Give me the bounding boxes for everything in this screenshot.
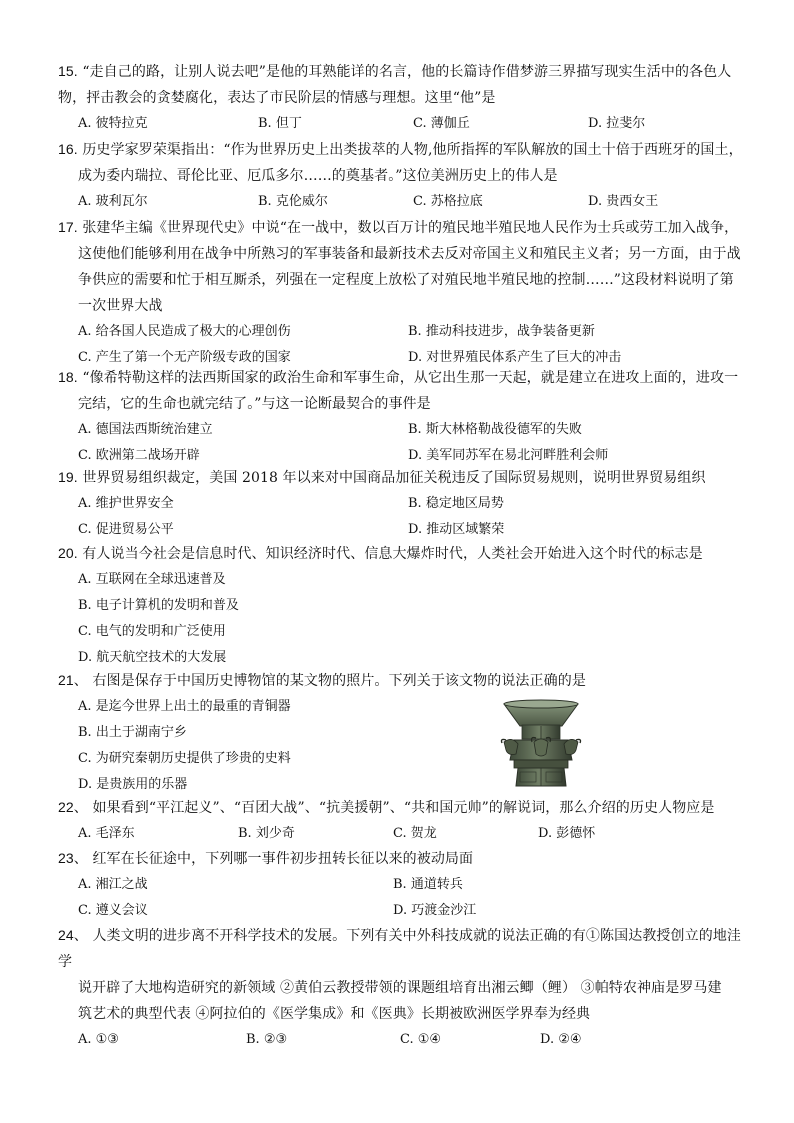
stem-line: 人类文明的进步离不开科学技术的发展。下列有关中外科技成就的说法正确的有①陈国达教授创立的地洼学 — [58, 928, 742, 970]
option-a[interactable]: A. 是迄今世界上出土的最重的青铜器 — [78, 699, 291, 714]
option-b[interactable]: B. 电子计算机的发明和普及 — [78, 598, 239, 613]
option-c[interactable]: C. 欧洲第二战场开辟 — [78, 448, 200, 463]
option-a[interactable]: A. 给各国人民造成了极大的心理创伤 — [78, 324, 291, 339]
stem-line: 世界贸易组织裁定，美国 2018 年以来对中国商品加征关税违反了国际贸易规则，说明世界贸易组织 — [82, 470, 706, 486]
option-d[interactable]: D. 美军同苏军在易北河畔胜利会师 — [408, 448, 609, 463]
option-b[interactable]: B. 刘少奇 — [238, 826, 295, 841]
stem-line: “像希特勒这样的法西斯国家的政治生命和军事生命，从它出生那一天起，就是建立在进攻上面的，进攻一 — [82, 370, 739, 386]
options-row — [58, 111, 748, 137]
question-number: 24、 — [58, 927, 88, 943]
stem-line: 张建华主编《世界现代史》中说“在一战中，数以百万计的殖民地半殖民地人民作为士兵或劳工加入战争， — [82, 220, 739, 236]
question-stem — [58, 667, 748, 694]
option-a[interactable]: A. 彼特拉克 — [78, 116, 148, 131]
question-stem — [58, 136, 748, 163]
question-stem — [58, 845, 748, 872]
option-c[interactable]: C. 遵义会议 — [78, 903, 148, 918]
options-row — [58, 319, 748, 345]
bronze-vessel-image — [500, 696, 582, 790]
option-a[interactable]: A. ①③ — [78, 1032, 119, 1047]
question-stem — [58, 58, 748, 85]
question-20 — [58, 540, 748, 671]
options-row — [58, 189, 748, 215]
option-a[interactable]: A. 互联网在全球迅速普及 — [78, 572, 226, 587]
stem-line: 一次世界大战 — [78, 298, 163, 314]
question-number: 18. — [58, 369, 78, 385]
option-b[interactable]: B. 推动科技进步，战争装备更新 — [408, 324, 595, 339]
option-b[interactable]: B. 但丁 — [258, 116, 302, 131]
stem-line: 成为委内瑞拉、哥伦比亚、厄瓜多尔……的奠基者。”这位美洲历史上的伟人是 — [78, 168, 558, 184]
options-row — [58, 872, 748, 898]
question-23 — [58, 845, 748, 924]
question-stem — [58, 364, 748, 391]
option-c[interactable]: C. 贺龙 — [393, 826, 437, 841]
stem-line: 说开辟了大地构造研究的新领域 ②黄伯云教授带领的课题组培育出湘云鲫（鲤） ③帕特农神庙是罗马建 — [78, 980, 722, 996]
option-b[interactable]: B. 克伦威尔 — [258, 194, 328, 209]
option-c[interactable]: C. 为研究秦朝历史提供了珍贵的史料 — [78, 751, 291, 766]
option-d[interactable]: D. 航天航空技术的大发展 — [78, 650, 227, 665]
question-number: 17. — [58, 219, 78, 235]
stem-line: 如果看到“平江起义”、“百团大战”、“抗美援朝”、“共和国元帅”的解说词，那么介绍的历史人物应是 — [92, 800, 715, 816]
question-number: 22、 — [58, 799, 88, 815]
question-stem — [58, 922, 748, 975]
options-row — [58, 898, 748, 924]
question-number: 16. — [58, 141, 78, 157]
stem-line: 历史学家罗荣渠指出：“作为世界历史上出类拔萃的人物,他所指挥的军队解放的国土十倍于西班牙的国土， — [82, 142, 743, 158]
option-d[interactable]: D. 拉斐尔 — [588, 116, 646, 131]
option-c[interactable]: C. 电气的发明和广泛使用 — [78, 624, 226, 639]
bronze-vessel-icon — [500, 696, 582, 790]
question-22 — [58, 794, 748, 847]
option-b[interactable]: B. 出土于湖南宁乡 — [78, 725, 187, 740]
option-c[interactable]: C. ①④ — [400, 1032, 442, 1047]
option-d[interactable]: D. 推动区域繁荣 — [408, 522, 505, 537]
stem-line: “走自己的路，让别人说去吧”是他的耳熟能详的名言，他的长篇诗作借梦游三界描写现实生活中的各色人 — [82, 64, 732, 80]
question-24 — [58, 922, 748, 1053]
question-number: 20. — [58, 545, 78, 561]
question-21 — [58, 667, 748, 798]
question-17 — [58, 214, 748, 371]
question-stem — [58, 540, 748, 567]
option-b[interactable]: B. 通道转兵 — [393, 877, 463, 892]
options-row — [58, 491, 748, 517]
option-c[interactable]: C. 促进贸易公平 — [78, 522, 174, 537]
option-d[interactable]: D. ②④ — [540, 1032, 582, 1047]
question-number: 21、 — [58, 672, 88, 688]
option-d[interactable]: D. 是贵族用的乐器 — [78, 777, 188, 792]
option-a[interactable]: A. 维护世界安全 — [78, 496, 174, 511]
question-stem — [58, 214, 748, 241]
stem-line: 物，抨击教会的贪婪腐化，表达了市民阶层的情感与理想。这里“他”是 — [58, 90, 496, 106]
stem-line: 完结，它的生命也就完结了。”与这一论断最契合的事件是 — [78, 396, 431, 412]
stem-line: 右图是保存于中国历史博物馆的某文物的照片。下列关于该文物的说法正确的是 — [92, 673, 586, 689]
stem-line: 有人说当今社会是信息时代、知识经济时代、信息大爆炸时代，人类社会开始进入这个时代的标志是 — [82, 546, 703, 562]
option-a[interactable]: A. 湘江之战 — [78, 877, 148, 892]
option-c[interactable]: C. 薄伽丘 — [413, 116, 470, 131]
question-stem — [58, 464, 748, 491]
option-d[interactable]: D. 贵西女王 — [588, 194, 659, 209]
question-18 — [58, 364, 748, 469]
stem-line: 这使他们能够利用在战争中所熟习的军事装备和最新技术去反对帝国主义和殖民主义者；另一方面，由于战 — [78, 246, 741, 262]
option-a[interactable]: A. 玻利瓦尔 — [78, 194, 148, 209]
question-19 — [58, 464, 748, 543]
option-a[interactable]: A. 德国法西斯统治建立 — [78, 422, 213, 437]
option-b[interactable]: B. 斯大林格勒战役德军的失败 — [408, 422, 582, 437]
question-stem — [58, 794, 748, 821]
question-number: 19. — [58, 469, 78, 485]
options-row — [58, 1027, 748, 1053]
question-15 — [58, 58, 748, 137]
options-row — [58, 821, 748, 847]
option-b[interactable]: B. 稳定地区局势 — [408, 496, 504, 511]
option-b[interactable]: B. ②③ — [246, 1032, 288, 1047]
stem-line: 争供应的需要和忙于相互厮杀，列强在一定程度上放松了对殖民地半殖民地的控制……”这段材料说明了第 — [78, 272, 734, 288]
question-number: 23、 — [58, 850, 88, 866]
option-c[interactable]: C. 产生了第一个无产阶级专政的国家 — [78, 350, 291, 365]
stem-line: 筑艺术的典型代表 ④阿拉伯的《医学集成》和《医典》长期被欧洲医学界奉为经典 — [78, 1006, 591, 1022]
option-d[interactable]: D. 对世界殖民体系产生了巨大的冲击 — [408, 350, 622, 365]
option-d[interactable]: D. 巧渡金沙江 — [393, 903, 477, 918]
question-16 — [58, 136, 748, 215]
options-row — [58, 417, 748, 443]
option-c[interactable]: C. 苏格拉底 — [413, 194, 483, 209]
option-a[interactable]: A. 毛泽东 — [78, 826, 135, 841]
option-d[interactable]: D. 彭德怀 — [538, 826, 596, 841]
stem-line: 红军在长征途中，下列哪一事件初步扭转长征以来的被动局面 — [92, 851, 474, 867]
question-number: 15. — [58, 63, 78, 79]
